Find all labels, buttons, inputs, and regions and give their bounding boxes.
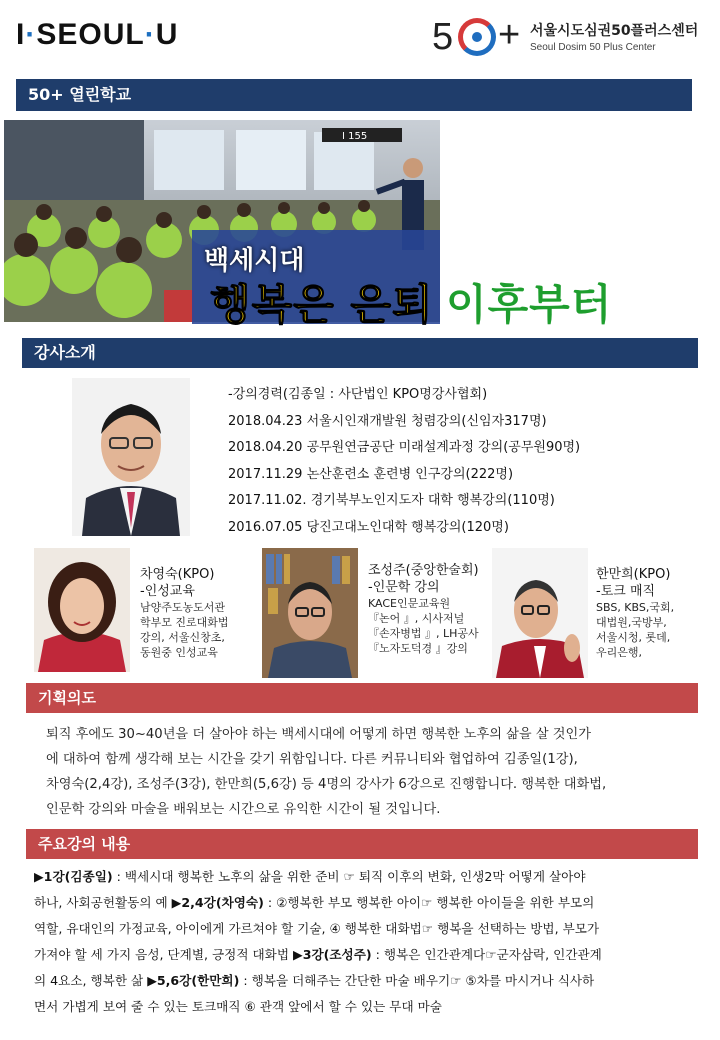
instructor-desc-line: 『노자도덕경 』강의	[368, 642, 468, 655]
purpose-line: 인문학 강의와 마술을 배워보는 시간으로 유익한 시간이 될 것입니다.	[46, 802, 441, 817]
logo-plus: +	[498, 14, 521, 56]
lecture-heading: ▶5,6강(한만희)	[147, 973, 240, 988]
content-line	[34, 864, 602, 890]
content-line	[34, 942, 602, 968]
purpose-line: 퇴직 후에도 30~40년을 더 살아야 하는 백세시대에 어떻게 하면 행복한 노후의 삶을 살 것인가	[46, 727, 591, 742]
instructor-desc-line: 학부모 진로대화법	[140, 616, 229, 629]
purpose-bar	[26, 683, 698, 713]
content-segment: 역할, 유대인의 가정교육, 아이에게 가르쳐야 할 기술, ④ 행복한 대화법☞ 행복을 선택하는 방법, 부모가	[34, 921, 600, 936]
instructor-topic: -인성교육	[140, 584, 195, 599]
career-line: 2018.04.23 서울시인재개발원 청렴강의(신임자317명)	[228, 413, 547, 429]
content-bar	[26, 829, 698, 859]
instructor-desc-line: 동원중 인성교육	[140, 646, 218, 659]
program-title-bar	[16, 79, 692, 111]
hero-title-line1: 백세시대	[204, 246, 305, 276]
content-line	[34, 968, 602, 994]
instructor-desc-line: KACE인문교육원	[368, 597, 451, 610]
instructor-topic: -토크 매직	[596, 584, 656, 599]
instructor-name: 한만희(KPO)	[596, 567, 671, 582]
career-line: 2017.11.02. 경기북부노인지도자 대학 행복강의(110명)	[228, 493, 555, 508]
logo-five: 5	[432, 16, 454, 58]
purpose-text	[46, 722, 606, 822]
content-title: 주요강의 내용	[38, 835, 131, 853]
career-line: -강의경력(김종일 : 사단법인 KPO명강사협회)	[228, 387, 488, 402]
instructor-desc-line: SBS, KBS,국회,	[596, 601, 675, 614]
main-instructor-photo	[72, 378, 190, 536]
instructor-desc-line: 남양주도농도서관	[140, 601, 226, 614]
purpose-line: 차영숙(2,4강), 조성주(3강), 한만희(5,6강) 등 4명의 강사가 6강으로 진행합니다. 행복한 대화법,	[46, 777, 607, 792]
instructor-info-jo	[368, 562, 479, 656]
content-line	[34, 994, 602, 1020]
instructor-desc-line: 우리은행,	[596, 646, 643, 659]
content-segment: 의 4요소, 행복한 삶	[34, 973, 148, 988]
hero-title-line3: 이후부터	[446, 280, 613, 329]
center-name-ko: 서울시도심권50플러스센터	[530, 23, 699, 39]
content-text	[34, 864, 602, 1020]
content-segment: 면서 가볍게 보여 줄 수 있는 토크매직 ⑥ 관객 앞에서 할 수 있는 무대 마술	[34, 999, 442, 1014]
content-segment: 가져야 할 세 가지 음성, 단계별, 긍정적 대화법	[34, 947, 294, 962]
career-line: 2016.07.05 당진고대노인대학 행복강의(120명)	[228, 519, 509, 535]
hall-banner: I 155	[342, 131, 368, 142]
hero-title-line2: 행복은 은퇴	[210, 280, 434, 329]
lecture-heading: ▶1강(김종일)	[34, 869, 113, 884]
instructor-desc-line: 『논어 』, 시사저널	[368, 612, 465, 625]
instructor-info-han	[596, 566, 674, 660]
fifty-plus-ring-icon	[458, 18, 496, 56]
instructor-topic: -인문학 강의	[368, 580, 440, 595]
lecture-heading: ▶2,4강(차영숙)	[171, 895, 264, 910]
instructor-photo-jo	[262, 548, 358, 678]
purpose-line: 에 대하여 함께 생각해 보는 시간을 갖기 위함입니다. 다른 커뮤니티와 협업하여 김종일(1강),	[46, 752, 578, 767]
lecture-heading: ▶3강(조성주)	[293, 947, 372, 962]
instructor-photo-han	[492, 548, 588, 678]
center-name-en: Seoul Dosim 50 Plus Center	[530, 42, 656, 53]
program-title: 50+ 열린학교	[28, 85, 132, 104]
instructor-photo-cha	[34, 548, 130, 672]
instructor-name: 차영숙(KPO)	[140, 567, 215, 582]
content-line	[34, 916, 602, 942]
instructor-desc-line: 강의, 서울신창초,	[140, 631, 225, 644]
content-segment: 하나, 사회공헌활동의 예	[34, 895, 172, 910]
instructor-info-cha	[140, 566, 229, 660]
purpose-title: 기획의도	[38, 689, 96, 707]
instructors-bar	[22, 338, 698, 368]
main-instructor-career	[228, 382, 580, 541]
instructor-desc-line: 대법원,국방부,	[596, 616, 667, 629]
instructor-name: 조성주(중앙한술회)	[368, 563, 479, 578]
content-segment: : 행복을 더해주는 간단한 마술 배우기☞ ⑤차를 마시거나 식사하	[239, 973, 595, 988]
content-line	[34, 890, 602, 916]
content-segment: : 행복은 인간관계다☞군자삼락, 인간관계	[371, 947, 602, 962]
instructors-title: 강사소개	[34, 343, 96, 362]
center-logo	[432, 14, 712, 64]
career-line: 2018.04.20 공무원연금공단 미래설계과정 강의(공무원90명)	[228, 440, 581, 455]
seoul-logo: I·SEOUL·U	[16, 18, 179, 51]
instructor-desc-line: 『손자병법 』, LH공사	[368, 627, 479, 640]
logo-seoul: SEOUL	[36, 18, 145, 51]
logo-i: I	[16, 18, 26, 51]
logo-u: U	[155, 18, 179, 51]
career-line: 2017.11.29 논산훈련소 훈련병 인구강의(222명)	[228, 466, 514, 482]
content-segment: : 백세시대 행복한 노후의 삶을 위한 준비 ☞ 퇴직 이후의 변화, 인생2막 어떻게 살아야	[112, 869, 586, 884]
content-segment: : ②행복한 부모 행복한 아이☞ 행복한 아이들을 위한 부모의	[263, 895, 595, 910]
instructor-desc-line: 서울시청, 롯데,	[596, 631, 671, 644]
